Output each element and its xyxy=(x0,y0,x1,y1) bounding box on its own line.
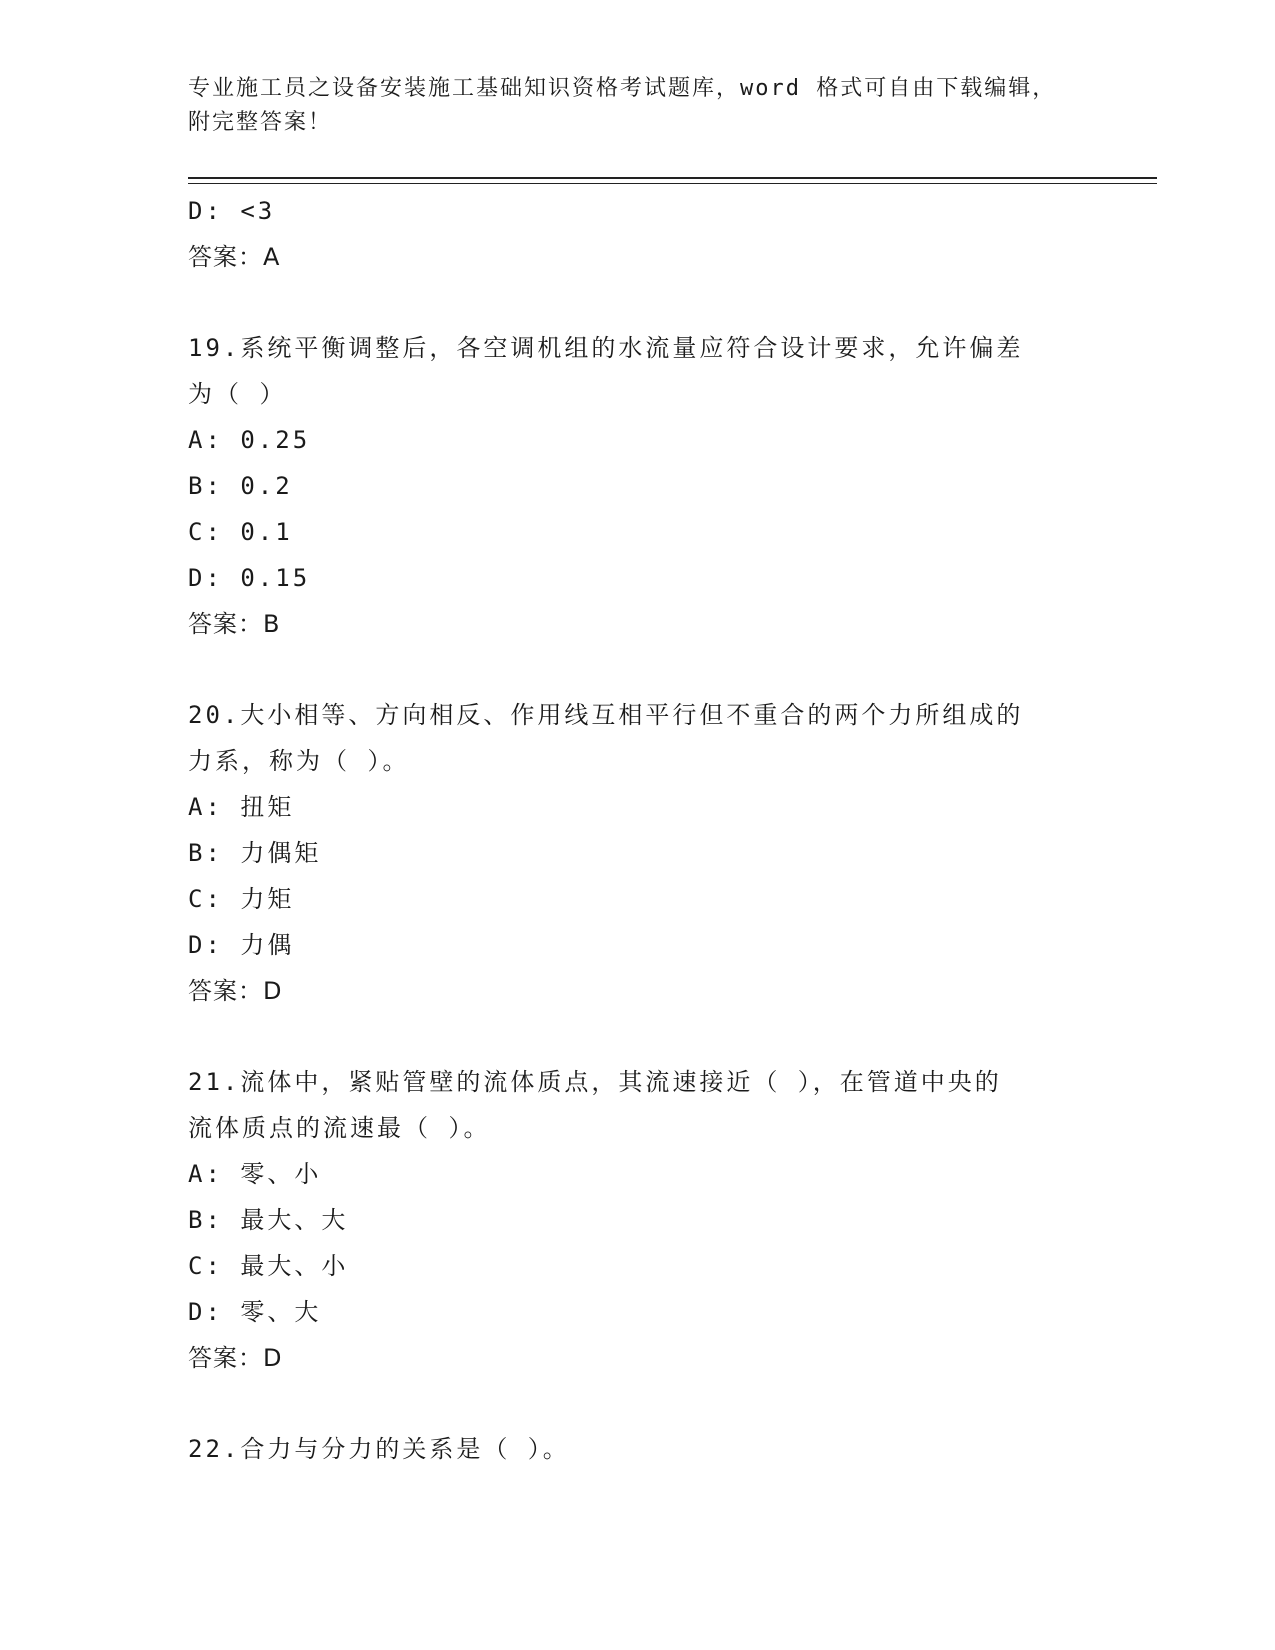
option-c: C: 力矩 xyxy=(188,885,295,913)
option-c: C: 0.1 xyxy=(188,518,293,546)
document-header xyxy=(188,72,1088,140)
spacer xyxy=(188,647,1088,692)
question-stem-cont: 流体质点的流速最（ ）。 xyxy=(188,1114,491,1142)
question-stem: 20.大小相等、方向相反、作用线互相平行但不重合的两个力所组成的 xyxy=(188,701,1024,729)
header-divider-thick xyxy=(188,177,1157,179)
option-a: A: 0.25 xyxy=(188,426,311,454)
header-line-1: 专业施工员之设备安装施工基础知识资格考试题库，word 格式可自由下载编辑， xyxy=(188,76,1057,101)
header-line-2: 附完整答案！ xyxy=(188,110,333,135)
option-d: D: 零、大 xyxy=(188,1298,322,1326)
option-b: B: 最大、大 xyxy=(188,1206,349,1234)
answer: 答案：D xyxy=(188,1344,283,1372)
question-stem: 19.系统平衡调整后，各空调机组的水流量应符合设计要求，允许偏差 xyxy=(188,334,1024,362)
prev-answer: 答案：A xyxy=(188,243,281,271)
question-stem: 22.合力与分力的关系是（ ）。 xyxy=(188,1435,570,1463)
question-stem-cont: 力系，称为（ ）。 xyxy=(188,747,410,775)
option-b: B: 0.2 xyxy=(188,472,293,500)
question-stem-cont: 为（ ） xyxy=(188,380,287,408)
question-20 xyxy=(188,692,1088,1014)
prev-option-d: D: <3 xyxy=(188,197,276,225)
question-19 xyxy=(188,325,1088,647)
option-a: A: 扭矩 xyxy=(188,793,295,821)
answer: 答案：D xyxy=(188,977,283,1005)
header-divider-thin xyxy=(188,183,1157,184)
option-d: D: 力偶 xyxy=(188,931,295,959)
question-22 xyxy=(188,1426,1088,1472)
spacer xyxy=(188,1014,1088,1059)
question-21 xyxy=(188,1059,1088,1381)
spacer xyxy=(188,1381,1088,1426)
option-a: A: 零、小 xyxy=(188,1160,322,1188)
option-b: B: 力偶矩 xyxy=(188,839,322,867)
spacer xyxy=(188,280,1088,325)
option-d: D: 0.15 xyxy=(188,564,311,592)
question-stem: 21.流体中，紧贴管壁的流体质点，其流速接近（ ），在管道中央的 xyxy=(188,1068,1002,1096)
answer: 答案：B xyxy=(188,610,281,638)
option-c: C: 最大、小 xyxy=(188,1252,349,1280)
question-list xyxy=(188,188,1088,1472)
